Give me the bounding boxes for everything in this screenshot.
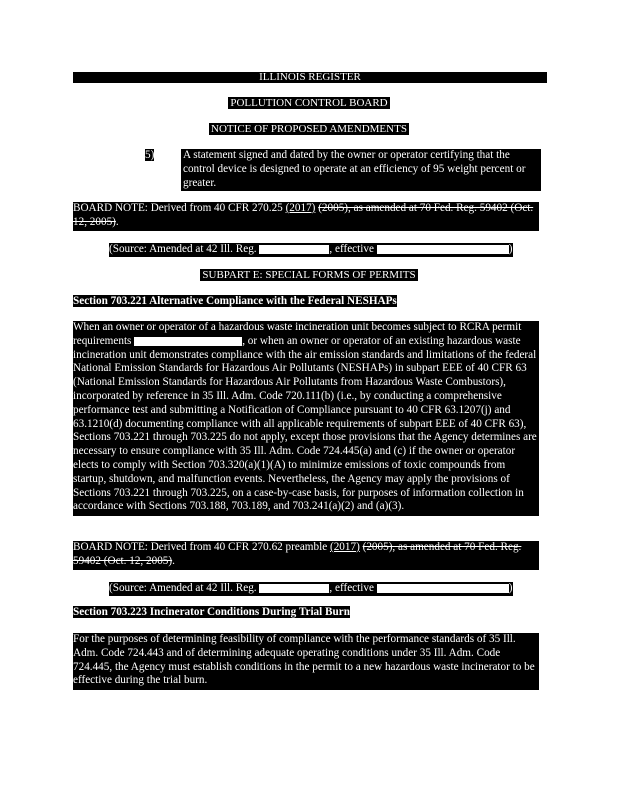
notice-title-text: NOTICE OF PROPOSED AMENDMENTS [211, 123, 407, 135]
source-2-mid: , effective [329, 582, 374, 594]
board-title-text: POLLUTION CONTROL BOARD [230, 97, 388, 109]
board-note-1-suffix: . [115, 215, 119, 228]
board-note-1-old: (2005), as amended at 70 Fed. Reg. 59402 (Oct. 12, 2005) [73, 202, 534, 228]
board-title [0, 97, 618, 110]
source-2 [109, 582, 513, 596]
source-1-reg-blank [259, 245, 329, 254]
section-221-body-b: , or when an owner or operator of an existing hazardous waste incineration unit demonstrates compliance with the air emission standards and limitations of the federal National Emission Standards for Hazardous Air Pollutants (NESHAPs) in subpart EEE of 40 CFR 63 (National Emission Standards for Hazardous Air Pollutants from Hazardous Waste Combustors), incorporated by reference in 35 Ill. Adm. Code 720.111(b) (i.e., by conducting a comprehensive performance test and submitting a Notification of Compliance pursuant to 40 CFR 63.1207(j) and 63.1210(d) documenting compliance with all applicable requirements of subpart EEE of 40 CFR 63), Sections 703.221 through 703.225 do not apply, except those provisions that the Agency determines are necessary to ensure compliance with 35 Ill. Adm. Code 724.445(a) and (c) if the owner or operator elects to comply with Section 703.320(a)(1)(A) to minimize emissions of toxic compounds from startup, shutdown, and malfunction events. Nevertheless, the Agency may apply the provisions of Sections 703.221 through 703.225, on a case-by-case basis, for purposes of information collection in accordance with Sections 703.188, 703.189, and 703.241(a)(2) and (a)(3). [73, 334, 537, 513]
board-note-2-old: (2005), as amended at 70 Fed. Reg. 59402 (Oct. 12, 2005) [73, 541, 522, 567]
source-2-reg-blank [259, 584, 329, 593]
source-2-suffix: ) [508, 582, 513, 594]
item5-text: A statement signed and dated by the owner or operator certifying that the control device is designed to operate at an efficiency of 95 weight percent or greater. [181, 149, 541, 191]
section-221-heading [73, 295, 397, 309]
notice-title [0, 123, 618, 136]
section-221-body-a: When an owner or operator of a hazardous waste incineration unit becomes subject to RCRA permit requirements [73, 321, 522, 347]
section-221-body [73, 321, 539, 516]
section-221-heading-text: Section 703.221 Alternative Compliance with the Federal NESHAPs [73, 295, 397, 307]
board-note-2-new: (2017) [329, 541, 360, 553]
section-223-body: For the purposes of determining feasibility of compliance with the performance standards of 35 Ill. Adm. Code 724.443 and of determining adequate operating conditions under 35 Ill. Adm. Code 724.445, the Agency must establish conditions in the permit to a new hazardous waste incinerator to be effective during the trial burn. [73, 633, 539, 690]
item5-number-text: 5) [145, 149, 155, 161]
source-1-suffix: ) [508, 243, 513, 255]
board-note-1-prefix: BOARD NOTE: Derived from 40 CFR 270.25 [73, 202, 286, 214]
section-223-heading [73, 606, 350, 620]
section-221-redacted-text [134, 337, 242, 346]
board-note-2-prefix: BOARD NOTE: Derived from 40 CFR 270.62 preamble [73, 541, 330, 553]
board-note-2 [73, 541, 539, 570]
source-1-date-blank [377, 245, 509, 254]
source-2-prefix: (Source: Amended at 42 Ill. Reg. [109, 582, 257, 594]
register-title: ILLINOIS REGISTER [259, 71, 361, 83]
section-223-heading-text: Section 703.223 Incinerator Conditions During Trial Burn [73, 606, 350, 618]
source-2-date-blank [377, 584, 509, 593]
item5-number [145, 149, 165, 163]
subpart-heading-text: SUBPART E: SPECIAL FORMS OF PERMITS [202, 269, 416, 281]
board-note-2-suffix: . [172, 554, 175, 567]
source-1-prefix: (Source: Amended at 42 Ill. Reg. [109, 243, 257, 255]
source-1 [109, 243, 513, 257]
board-note-1-new: (2017) [285, 202, 316, 214]
board-note-1 [73, 202, 539, 231]
source-1-mid: , effective [329, 243, 374, 255]
subpart-heading [0, 269, 618, 282]
